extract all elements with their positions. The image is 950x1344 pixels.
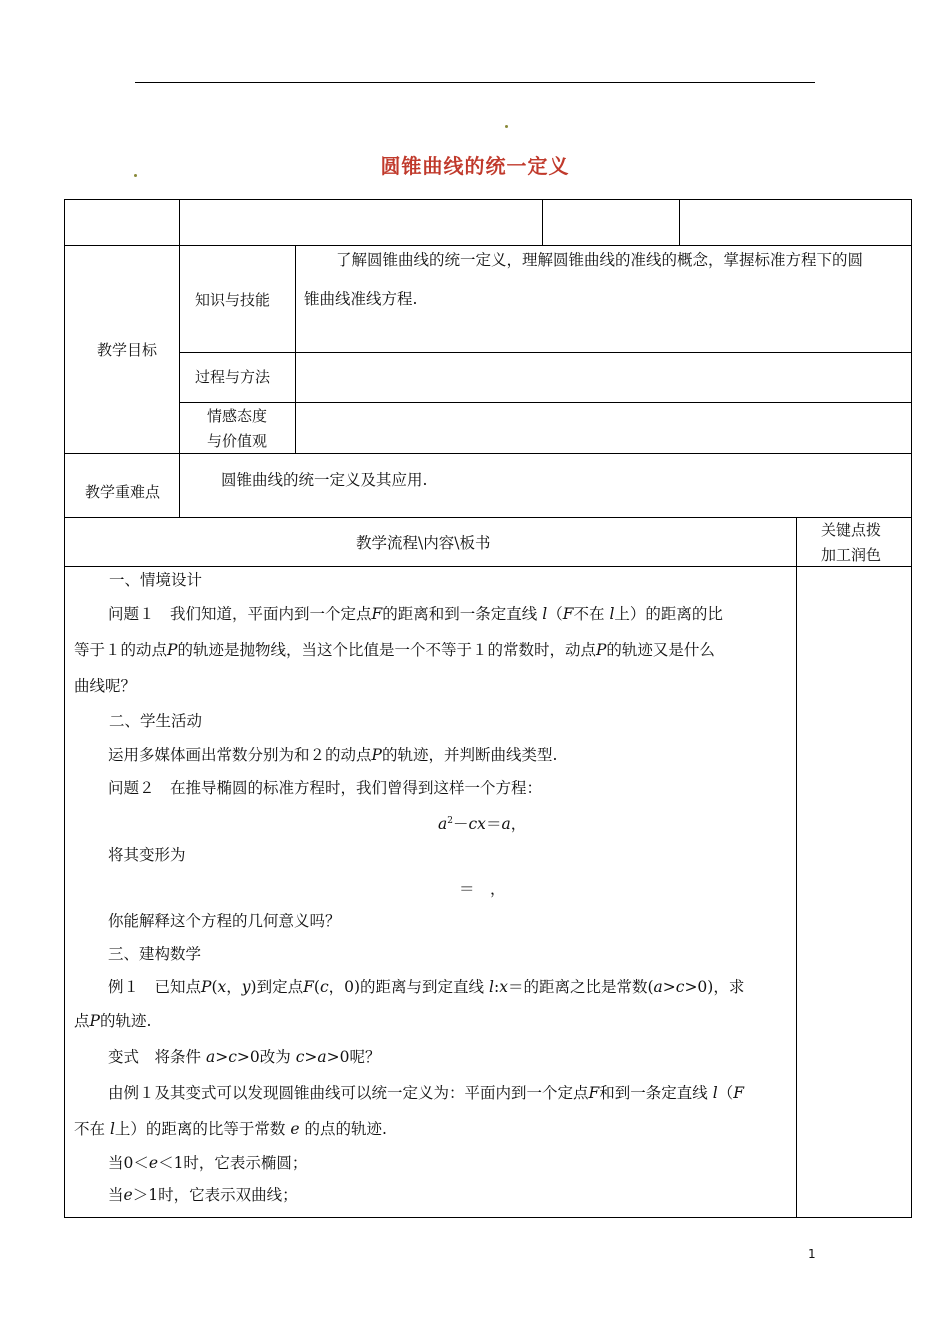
table-border-left <box>64 199 65 1218</box>
question1-line2: 等于１的动点P的轨迹是抛物线，当这个比值是一个不等于１的常数时，动点P的轨迹又是什么 <box>74 641 715 659</box>
equation-2: ＝ ， <box>459 880 506 898</box>
knowledge-label: 知识与技能 <box>195 291 271 309</box>
emotion-label-line1: 情感态度 <box>207 407 268 425</box>
table-border-right <box>911 199 912 1218</box>
question1-line3: 曲线呢？ <box>74 677 137 695</box>
transform-text: 将其变形为 <box>108 846 186 864</box>
keypoints-label: 教学重难点 <box>85 483 161 501</box>
example1-line2: 点P的轨迹. <box>74 1012 152 1030</box>
equation-1: $a^2-cx=a$， <box>438 815 527 834</box>
speck <box>505 125 508 128</box>
activity-text: 运用多媒体画出常数分别为和２的动点P的轨迹，并判断曲线类型. <box>108 746 558 764</box>
emotion-label-line2: 与价值观 <box>207 432 268 450</box>
flow-header: 教学流程\内容\板书 <box>356 534 491 552</box>
definition-line2: 不在 l上）的距离的比等于常数 e 的点的轨迹. <box>74 1120 387 1138</box>
lesson-table <box>64 199 912 1218</box>
case-ellipse: 当0＜e＜1时，它表示椭圆； <box>108 1154 308 1172</box>
knowledge-text-line2: 锥曲线准线方程. <box>304 290 418 308</box>
case-hyperbola: 当e＞1时，它表示双曲线； <box>108 1186 298 1204</box>
table-border-bottom <box>64 1217 912 1218</box>
header-rule <box>135 82 815 83</box>
row-divider <box>64 453 912 454</box>
row-divider <box>179 402 912 403</box>
page-number: 1 <box>808 1247 816 1261</box>
question2-text: 问题２ 在推导椭圆的标准方程时，我们曾得到这样一个方程： <box>108 779 543 797</box>
page-title: 圆锥曲线的统一定义 <box>380 154 570 178</box>
col-divider <box>179 199 180 517</box>
row-divider <box>64 245 912 246</box>
objectives-label: 教学目标 <box>97 341 158 359</box>
ask-text: 你能解释这个方程的几何意义吗？ <box>108 912 341 930</box>
row-divider <box>64 517 912 518</box>
col-divider <box>295 245 296 453</box>
row-divider <box>64 566 912 567</box>
side-header-line2: 加工润色 <box>821 546 882 564</box>
section-heading: 一、情境设计 <box>109 571 203 589</box>
col-divider <box>796 517 797 1217</box>
section-heading: 二、学生活动 <box>109 712 203 730</box>
knowledge-text-line1: 了解圆锥曲线的统一定义，理解圆锥曲线的准线的概念，掌握标准方程下的圆 <box>336 251 864 269</box>
side-header-line1: 关键点拨 <box>821 521 882 539</box>
definition-line1: 由例１及其变式可以发现圆锥曲线可以统一定义为：平面内到一个定点F和到一条定直线 l（F <box>108 1084 744 1102</box>
example1-line1: 例１ 已知点P(x，y)到定点F(c，0)的距离与到定直线 l:x＝的距离之比是常数(a>c>0)，求 <box>108 978 745 996</box>
table-border-top <box>64 199 912 200</box>
col-divider <box>679 199 680 245</box>
col-divider <box>542 199 543 245</box>
variant-text: 变式 将条件 a>c>0改为 c>a>0呢？ <box>108 1048 381 1066</box>
row-divider <box>179 352 912 353</box>
section-heading: 三、建构数学 <box>108 945 202 963</box>
question1-line1: 问题１ 我们知道，平面内到一个定点F的距离和到一条定直线 l（F不在 l上）的距离的比 <box>108 605 723 623</box>
process-label: 过程与方法 <box>195 368 271 386</box>
keypoints-text: 圆锥曲线的统一定义及其应用. <box>221 471 428 489</box>
